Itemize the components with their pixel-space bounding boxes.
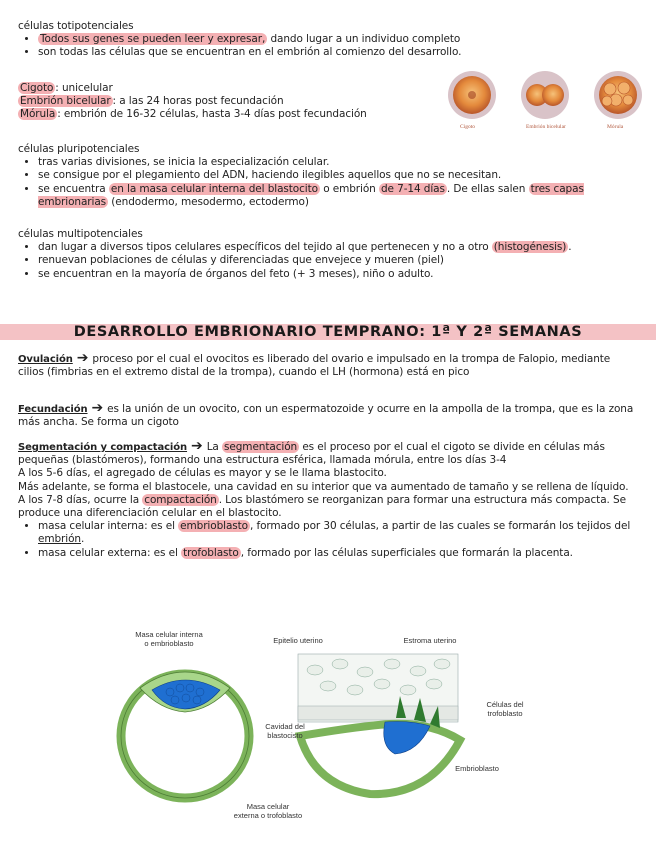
caption-bicelular: Embrión bicelular bbox=[526, 124, 566, 130]
ovulacion-term: Ovulación bbox=[18, 354, 73, 365]
totipotent-heading: células totipotenciales bbox=[18, 20, 134, 32]
label-epitelio: Epitelio uterino bbox=[273, 636, 323, 645]
list-item: • dan lugar a diversos tipos celulares específicos del tejido al que pertenecen y no a otro (histogénesis) . bbox=[38, 241, 643, 254]
pluripotent-heading: células pluripotenciales bbox=[18, 143, 140, 155]
caption-cigoto: Cigoto bbox=[460, 124, 475, 130]
segmentacion-p4: A los 7-8 días, ocurre la compactación . Los blastómero se reorganizan para formar una estructura más compacta. Se produce una diferenciación celular en el blastocito. bbox=[18, 493, 626, 520]
list-item: • masa celular externa: es el trofoblasto , formado por las células superficiales que formarán la placenta. bbox=[38, 547, 643, 560]
stage-morula: Mórula : embrión de 16-32 células, hasta 3-4 días post fecundación bbox=[20, 108, 367, 121]
pluripotent-section bbox=[18, 143, 643, 209]
segmentacion-block bbox=[18, 440, 643, 560]
label-masa-interna: Masa celular interna o embrioblasto bbox=[135, 630, 203, 648]
list-item: • se consigue por el plegamiento del ADN, haciendo ilegibles aquellos que no se necesitan. bbox=[38, 169, 643, 182]
list-item: • se encuentran en la mayoría de órganos del feto (+ 3 meses), niño o adulto. bbox=[38, 268, 643, 281]
label-trofoblasto: Células del trofoblasto bbox=[486, 700, 524, 718]
embryo-stages-image bbox=[444, 68, 644, 134]
list-item: • masa celular interna: es el embrioblasto , formado por 30 células, a partir de las cuales se formarán los tejidos del embrión. bbox=[38, 520, 643, 546]
caption-morula: Mórula bbox=[607, 124, 624, 130]
list-item: • renuevan poblaciones de células y diferenciadas que envejece y mueren (piel) bbox=[38, 254, 643, 267]
segmentacion-p3: Más adelante, se forma el blastocele, una cavidad en su interior que va aumentado de tamaño y se rellena de líquido. bbox=[18, 480, 629, 493]
totipotent-section bbox=[18, 20, 638, 60]
fecundacion-block bbox=[18, 402, 638, 429]
label-estroma: Estroma uterino bbox=[403, 636, 457, 645]
stage-bicelular: Embrión bicelular : a las 24 horas post fecundación bbox=[20, 95, 284, 108]
list-item: • se encuentra en la masa celular interna del blastocito o embrión de 7-14 días . De ellas salen tres capas embrionarias (endodermo, mesodermo, ectodermo) bbox=[38, 183, 643, 209]
segmentacion-p1: Segmentación y compactación ➔ La segmentación es el proceso por el cual el cigoto se divide en células más pequeñas (blastómeros), formando una estructura esférica, llamada mórula, entre los días 3-4 bbox=[18, 438, 605, 467]
segmentacion-term: Segmentación y compactación bbox=[18, 442, 188, 453]
label-masa-externa: Masa celular externa o trofoblasto bbox=[233, 802, 303, 820]
list-item: • Todos sus genes se pueden leer y expresar, dando lugar a un individuo completo bbox=[38, 33, 638, 46]
fecundacion-term: Fecundación bbox=[18, 404, 88, 415]
ovulacion-block bbox=[18, 352, 638, 379]
label-cavidad: Cavidad del blastocisto bbox=[265, 722, 305, 740]
stages-block bbox=[18, 82, 438, 122]
fecundacion-text: es la unión de un ovocito, con un espermatozoide y ocurre en la ampolla de la trompa, que es la zona más ancha. Se forma un cigoto bbox=[18, 403, 634, 429]
section-banner bbox=[0, 322, 656, 342]
list-item: • son todas las células que se encuentran en el embrión al comienzo del desarrollo. bbox=[38, 46, 638, 59]
arrow-icon: ➔ bbox=[76, 350, 89, 366]
list-item: • tras varias divisiones, se inicia la especialización celular. bbox=[38, 156, 643, 169]
blastocyst-illustration bbox=[100, 626, 540, 826]
ovulacion-text: proceso por el cual el ovocitos es liberado del ovario e impulsado en la trompa de Falopio, mediante cilios (fimbrias en el extremo distal de la trompa), cuando el LH (hormona) está en pico bbox=[18, 353, 611, 379]
label-embrioblasto: Embrioblasto bbox=[455, 764, 499, 773]
segmentacion-p2: A los 5-6 días, el agregado de células es mayor y se le llama blastocito. bbox=[18, 467, 387, 480]
arrow-icon: ➔ bbox=[91, 400, 104, 416]
multipotent-heading: células multipotenciales bbox=[18, 228, 143, 240]
banner-title: DESARROLLO EMBRIONARIO TEMPRANO: 1ª Y 2ª SEMANAS bbox=[73, 324, 583, 340]
arrow-icon: ➔ bbox=[191, 438, 203, 454]
stage-cigoto: Cigoto : unicelular bbox=[20, 82, 113, 94]
multipotent-section bbox=[18, 228, 643, 281]
blastocyst-figure bbox=[100, 626, 540, 826]
